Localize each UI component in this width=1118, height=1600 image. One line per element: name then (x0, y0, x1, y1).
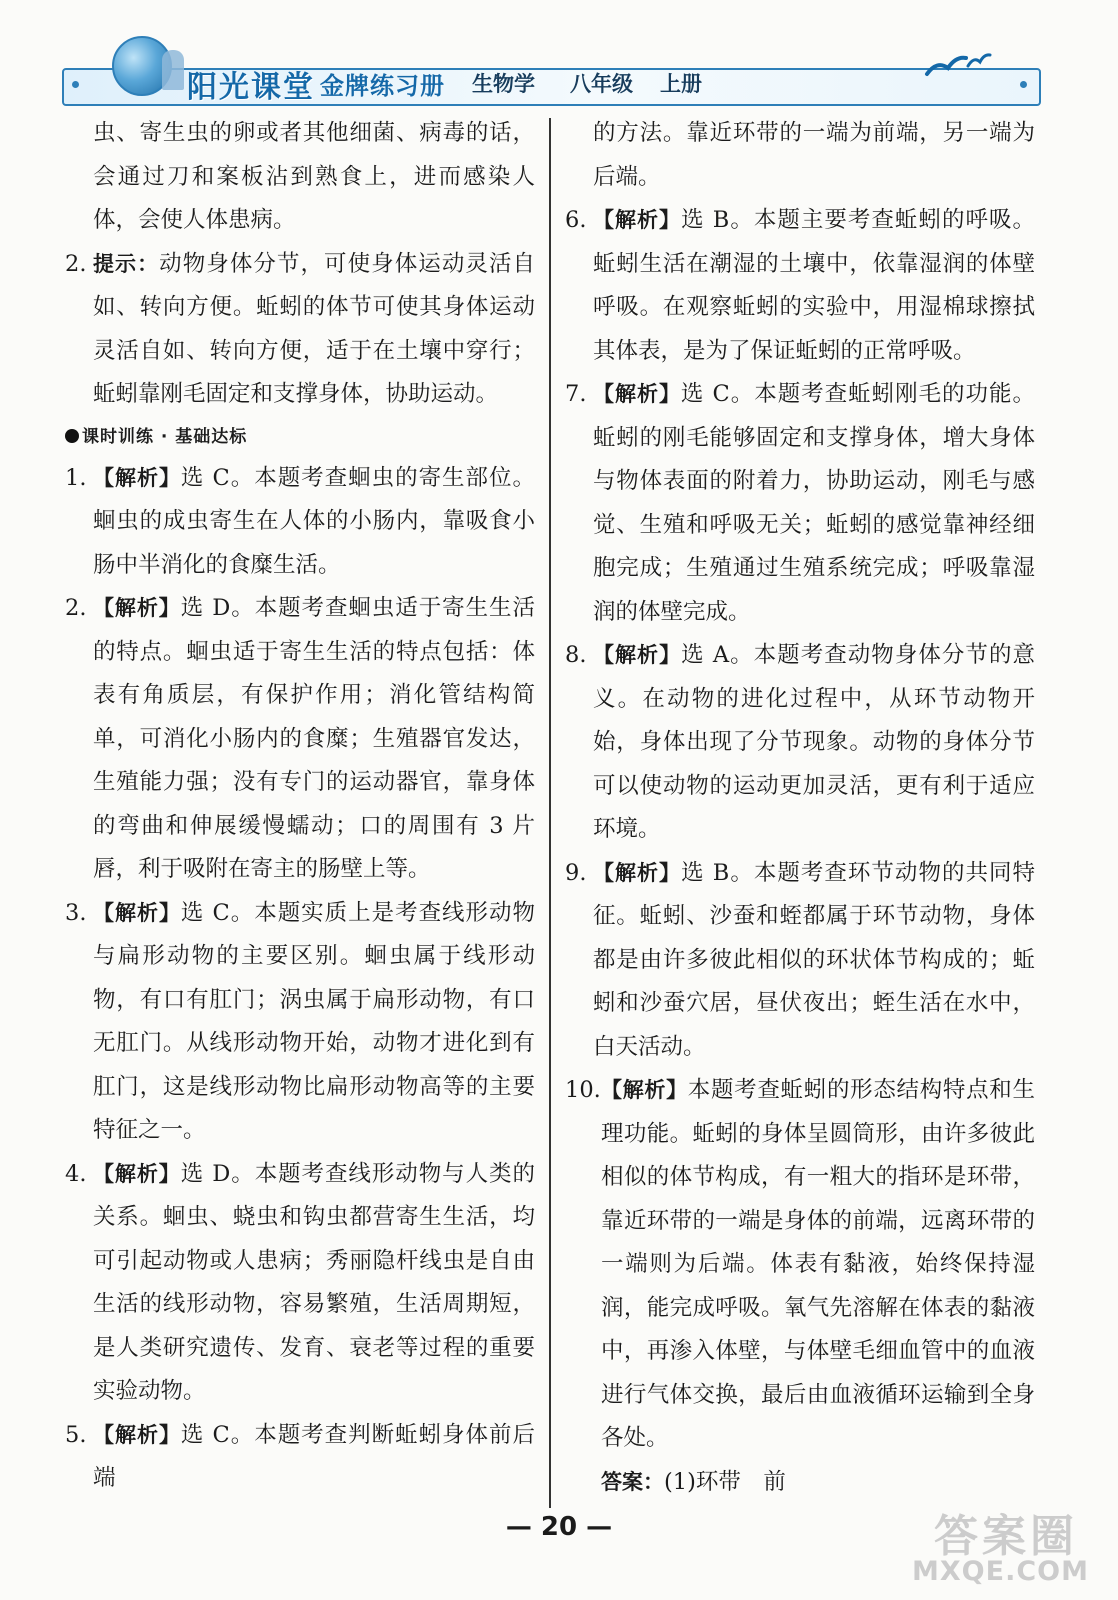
answer-item (65, 1414, 535, 1501)
figure-icon (162, 50, 184, 90)
series-title: 金牌练习册 (320, 72, 445, 100)
continued-text: 的方法。靠近环带的一端为前端，另一端为后端。 (593, 120, 1035, 190)
hint-tag: 提示： (93, 251, 160, 276)
hint-item (65, 243, 535, 417)
item-number: 3. (65, 899, 87, 926)
answer-item (65, 1153, 535, 1414)
section-icon (65, 429, 79, 443)
item-number: 2. (65, 595, 87, 621)
item-text: 本题考查蚯蚓的形态结构特点和生理功能。蚯蚓的身体呈圆筒形，由许多彼此相似的体节构成，有一粗大的指环是环带，靠近环带的一端是身体的前端，远离环带的一端则为后端。体表有黏液，始终保持湿润，能完成呼吸。氧气先溶解在体表的黏液中，再渗入体壁，与体壁毛细血管中的血液进行气体交换，最后由血液循环运输到全身各处。 (601, 1077, 1035, 1451)
analysis-tag: 【解析】 (593, 643, 682, 667)
item-number: 7. (565, 381, 587, 407)
analysis-tag: 【解析】 (93, 596, 181, 620)
brand-title: 阳光课堂 (187, 70, 315, 105)
answer-text: (1)环带 前 (664, 1468, 786, 1495)
item-number: 6. (565, 207, 587, 233)
answer-item (565, 634, 1035, 852)
item-text: 动物身体分节，可使身体运动灵活自如、转向方便。蚯蚓的体节可使其身体运动灵活自如、转向方便，适于在土壤中穿行；蚯蚓靠刚毛固定和支撑身体，协助运动。 (93, 250, 535, 407)
answer-item (565, 852, 1035, 1070)
volume-label: 上册 (660, 72, 702, 96)
analysis-tag: 【解析】 (593, 208, 682, 232)
analysis-tag: 【解析】 (593, 860, 682, 885)
answer-item (565, 373, 1035, 634)
watermark-logo-text: 答案圈 (934, 1511, 1078, 1562)
birds-icon (922, 46, 992, 86)
item-number: 5. (65, 1421, 87, 1448)
analysis-tag: 【解析】 (93, 1422, 181, 1447)
item-number: 10. (565, 1077, 601, 1103)
answer-item (65, 457, 535, 588)
item-number: 8. (565, 642, 587, 668)
answer-tag: 答案： (601, 1469, 664, 1494)
item-text: 选 D。本题考查蛔虫适于寄生生活的特点。蛔虫适于寄生生活的特点包括：体表有角质层，有保护作用；消化管结构简单，可消化小肠内的食糜；生殖器官发达，生殖能力强；没有专门的运动器官，靠身体的弯曲和伸展缓慢蠕动；口的周围有 3 片唇，利于吸附在寄主的肠壁上等。 (93, 595, 535, 882)
item-number: 9. (565, 859, 587, 886)
analysis-tag: 【解析】 (601, 1078, 688, 1102)
item-text: 选 C。本题实质上是考查线形动物与扁形动物的主要区别。蛔虫属于线形动物，有口有肛门；涡虫属于扁形动物，有口无肛门。从线形动物开始，动物才进化到有肛门，这是线形动物比扁形动物高等的主要特征之一。 (93, 899, 535, 1143)
analysis-tag: 【解析】 (593, 382, 681, 406)
item-text: 选 C。本题考查判断蚯蚓身体前后端 (93, 1421, 535, 1491)
subject-label: 生物学 (472, 72, 535, 96)
watermark-url: MXQE.COM (912, 1556, 1089, 1587)
continued-item (565, 112, 1035, 199)
item-text: 选 C。本题考查蛔虫的寄生部位。蛔虫的成虫寄生在人体的小肠内，靠吸食小肠中半消化的食糜生活。 (93, 464, 535, 578)
answer-item (565, 199, 1035, 373)
analysis-tag: 【解析】 (93, 465, 181, 490)
header-dot-left (72, 81, 79, 88)
section-heading (65, 417, 535, 457)
right-column (565, 112, 1035, 1504)
item-number: 1. (65, 464, 87, 491)
item-text: 选 C。本题考查蚯蚓刚毛的功能。蚯蚓的刚毛能够固定和支撑身体，增大身体与物体表面的附着力，协助运动，刚毛与感觉、生殖和呼吸无关；蚯蚓的感觉靠神经细胞完成；生殖通过生殖系统完成；呼吸靠湿润的体壁完成。 (593, 381, 1035, 625)
continued-item (65, 112, 535, 243)
item-number: 2. (65, 250, 87, 277)
left-column (65, 112, 535, 1501)
answer-item (565, 1069, 1035, 1461)
continued-text: 虫、寄生虫的卵或者其他细菌、病毒的话，会通过刀和案板沾到熟食上，进而感染人体，会使人体患病。 (93, 120, 535, 233)
analysis-tag: 【解析】 (93, 1161, 181, 1186)
grade-label: 八年级 (570, 72, 633, 96)
watermark (912, 1498, 1112, 1598)
item-text: 选 B。本题主要考查蚯蚓的呼吸。蚯蚓生活在潮湿的土壤中，依靠湿润的体壁呼吸。在观察蚯蚓的实验中，用湿棉球擦拭其体表，是为了保证蚯蚓的正常呼吸。 (593, 207, 1036, 364)
item-number: 4. (65, 1160, 87, 1187)
analysis-tag: 【解析】 (93, 900, 181, 925)
item-text: 选 D。本题考查线形动物与人类的关系。蛔虫、蛲虫和钩虫都营寄生生活，均可引起动物或人患病；秀丽隐杆线虫是自由生活的线形动物，容易繁殖，生活周期短，是人类研究遗传、发育、衰老等过程的重要实验动物。 (93, 1160, 535, 1404)
header-dot-right (1020, 81, 1027, 88)
page-header (62, 36, 1037, 108)
column-divider (549, 118, 551, 1508)
answer-item (65, 587, 535, 892)
section-title: 课时训练 · 基础达标 (82, 426, 248, 447)
page-number: — 20 — (505, 1512, 613, 1542)
answer-item (65, 892, 535, 1153)
item-text: 选 A。本题考查动物身体分节的意义。在动物的进化过程中，从环节动物开始，身体出现了分节现象。动物的身体分节可以使动物的运动更加灵活，更有利于适应环境。 (593, 642, 1035, 842)
item-text: 选 B。本题考查环节动物的共同特征。蚯蚓、沙蚕和蛭都属于环节动物，身体都是由许多彼此相似的环状体节构成的；蚯蚓和沙蚕穴居，昼伏夜出；蛭生活在水中，白天活动。 (593, 859, 1036, 1060)
